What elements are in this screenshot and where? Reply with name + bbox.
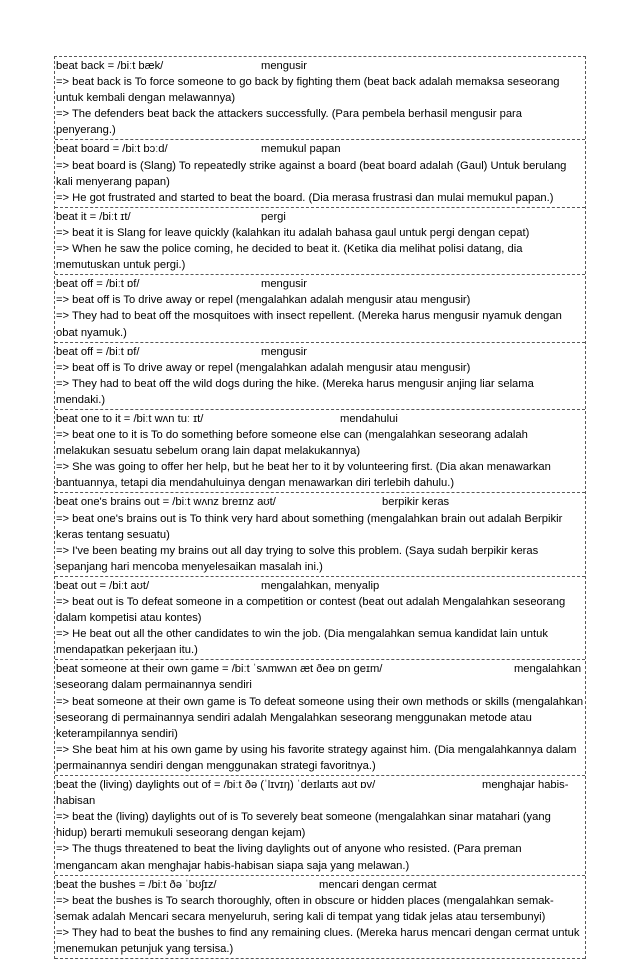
translation: mengusir — [261, 278, 308, 291]
example-sentence: => They had to beat off the wild dogs during the hike. (Mereka harus mengusir anjing liar selama mendaki.) — [56, 377, 534, 406]
translation: mendahului — [340, 412, 398, 425]
vocabulary-entry — [55, 577, 585, 660]
entry-headword-line — [56, 494, 584, 510]
headword-pronunciation: beat one's brains out = /biːt wʌnz breɪnz aʊt/ — [56, 496, 276, 509]
example-sentence: => The thugs threatened to beat the living daylights out of anyone who resisted. (Para preman mengancam akan menghajar habis-habisan siapa saja yang melawan.) — [56, 843, 522, 872]
entry-headword-line — [56, 58, 584, 74]
entry-headword-line — [56, 141, 584, 157]
vocabulary-table — [54, 56, 586, 959]
headword-pronunciation: beat board = /biːt bɔːd/ — [56, 143, 168, 156]
example-sentence: => He got frustrated and started to beat the board. (Dia merasa frustrasi dan mulai memukul papan.) — [56, 191, 554, 204]
entry-headword-line — [56, 344, 584, 360]
definition: => beat one's brains out is To think very hard about something (mengalahkan brain out adalah Berpikir keras tentang sesuatu) — [56, 512, 563, 541]
definition: => beat out is To defeat someone in a competition or contest (beat out adalah Mengalahkan seseorang dalam kompetisi atau kontes) — [56, 596, 566, 625]
headword-pronunciation: beat the (living) daylights out of = /biːt ðə (ˈlɪvɪŋ) ˈdeɪlaɪts aʊt ɒv/ — [56, 779, 376, 792]
definition: => beat back is To force someone to go back by fighting them (beat back adalah memaksa seseorang untuk kembali dengan melawannya) — [56, 76, 560, 105]
vocabulary-entry — [55, 410, 585, 493]
headword-pronunciation: beat one to it = /biːt wʌn tuː ɪt/ — [56, 412, 204, 425]
example-sentence: => When he saw the police coming, he decided to beat it. (Ketika dia melihat polisi datang, dia memutuskan untuk pergi.) — [56, 243, 523, 272]
headword-pronunciation: beat out = /biːt aʊt/ — [56, 579, 150, 592]
vocabulary-entry — [55, 208, 585, 275]
entry-headword-line — [56, 661, 584, 693]
example-sentence: => The defenders beat back the attackers successfully. (Para pembela berhasil mengusir para penyerang.) — [56, 108, 522, 137]
entry-headword-line — [56, 411, 584, 427]
vocabulary-entry — [55, 493, 585, 576]
example-sentence: => He beat out all the other candidates to win the job. (Dia mengalahkan semua kandidat lain untuk mendapatkan pekerjaan itu.) — [56, 628, 548, 657]
definition: => beat one to it is To do something before someone else can (mengalahkan seseorang adalah melakukan sesuatu sebelum orang lain dapat melakukannya) — [56, 429, 528, 458]
entry-headword-line — [56, 777, 584, 809]
entry-headword-line — [56, 877, 584, 893]
translation: mengalahkan seseorang dalam permainannya sendiri — [56, 663, 582, 692]
definition: => beat the (living) daylights out of is To severely beat someone (mengalahkan sinar matahari (yang hidup) berarti memukuli seseorang dengan kejam) — [56, 811, 551, 840]
definition: => beat it is Slang for leave quickly (kalahkan itu adalah bahasa gaul untuk pergi dengan cepat) — [56, 226, 530, 239]
definition: => beat off is To drive away or repel (mengalahkan adalah mengusir atau mengusir) — [56, 294, 471, 307]
definition: => beat the bushes is To search thoroughly, often in obscure or hidden places (mengalahkan semak-semak adalah Mencari secara menyeluruh, sering kali di tempat yang tidak jelas atau tersembunyi) — [56, 894, 554, 923]
example-sentence: => I've been beating my brains out all day trying to solve this problem. (Saya sudah berpikir keras sepanjang hari mencoba menyelesaikan masalah ini.) — [56, 544, 539, 573]
translation: pergi — [261, 210, 286, 223]
vocabulary-entry — [55, 876, 585, 959]
headword-pronunciation: beat someone at their own game = /biːt ˈsʌmwʌn æt ðeə ɒn geɪm/ — [56, 663, 383, 676]
vocabulary-entry — [55, 343, 585, 410]
entry-headword-line — [56, 276, 584, 292]
translation: menghajar habis-habisan — [56, 779, 569, 808]
vocabulary-entry — [55, 275, 585, 342]
definition: => beat off is To drive away or repel (mengalahkan adalah mengusir atau mengusir) — [56, 361, 471, 374]
translation: memukul papan — [261, 143, 341, 156]
vocabulary-entry — [55, 776, 585, 876]
headword-pronunciation: beat the bushes = /biːt ðə ˈbʊʃɪz/ — [56, 878, 217, 891]
vocabulary-entry — [55, 57, 585, 140]
headword-pronunciation: beat back = /biːt bæk/ — [56, 60, 164, 72]
example-sentence: => She was going to offer her help, but he beat her to it by volunteering first. (Dia akan menawarkan bantuannya, tetapi dia mendahuluinya dengan menawarkan diri terlebih dahulu.) — [56, 461, 551, 490]
translation: berpikir keras — [382, 496, 450, 509]
entry-headword-line — [56, 209, 584, 225]
definition: => beat someone at their own game is To defeat someone using their own methods or skills (mengalahkan seseorang di permainannya sendiri adalah Mengalahkan seseorang menggunakan metode atau keterampilannya sendiri) — [56, 695, 584, 740]
translation: mengusir — [261, 345, 308, 358]
vocabulary-entry — [55, 140, 585, 207]
translation: mengalahkan, menyalip — [261, 579, 380, 592]
translation: mengusir — [261, 60, 308, 72]
definition: => beat board is (Slang) To repeatedly strike against a board (beat board adalah (Gaul) Untuk berulang kali menyerang papan) — [56, 159, 567, 188]
example-sentence: => They had to beat off the mosquitoes with insect repellent. (Mereka harus mengusir nyamuk dengan obat nyamuk.) — [56, 310, 562, 339]
translation: mencari dengan cermat — [319, 878, 437, 891]
headword-pronunciation: beat off = /biːt ɒf/ — [56, 345, 140, 358]
example-sentence: => She beat him at his own game by using his favorite strategy against him. (Dia mengalahkannya dalam permainannya sendiri dengan menggunakan strategi favoritnya.) — [56, 743, 577, 772]
vocabulary-entry — [55, 660, 585, 776]
example-sentence: => They had to beat the bushes to find any remaining clues. (Mereka harus mencari dengan cermat untuk menemukan petunjuk yang tersisa.) — [56, 926, 580, 955]
headword-pronunciation: beat it = /biːt ɪt/ — [56, 210, 131, 223]
headword-pronunciation: beat off = /biːt ɒf/ — [56, 278, 140, 291]
entry-headword-line — [56, 578, 584, 594]
